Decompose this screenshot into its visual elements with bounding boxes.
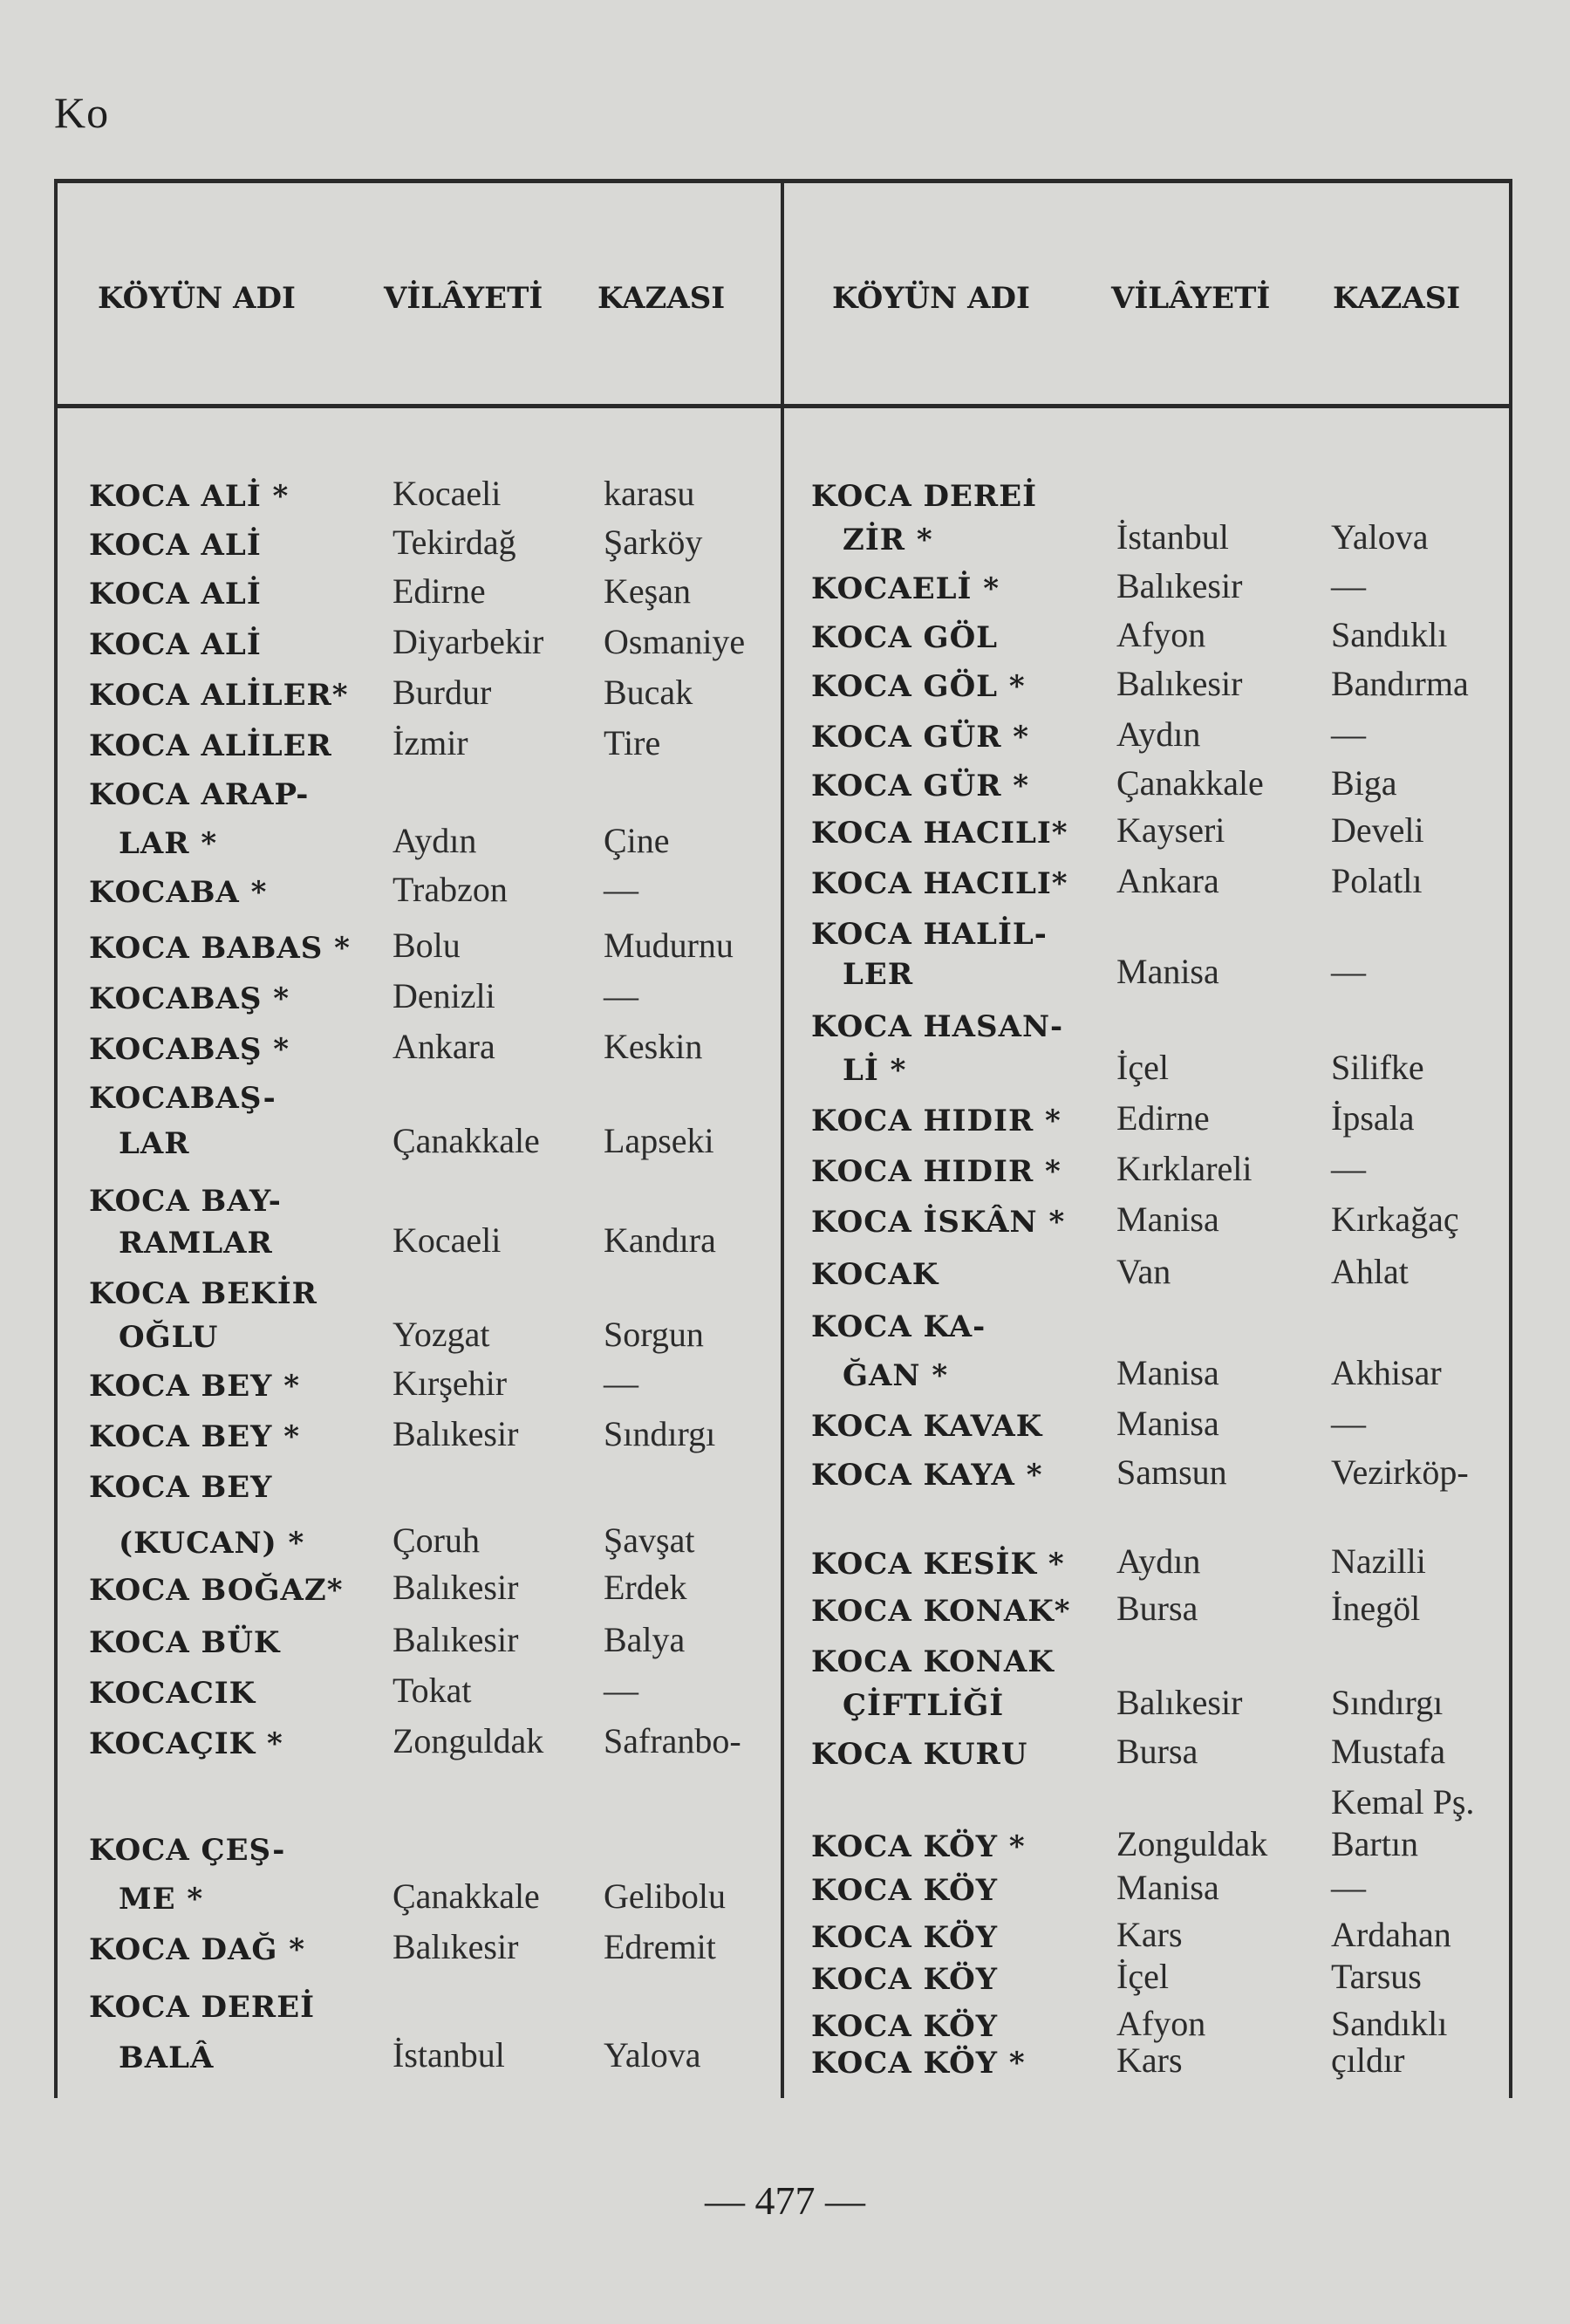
district-name: Bucak [604,673,693,712]
province-name: Zonguldak [392,1721,544,1760]
district-name: Şavşat [604,1521,695,1560]
province-name: Bursa [1116,1589,1198,1628]
village-name: KOCA HASAN- [811,1009,1064,1044]
province-name: Çanakkale [392,1121,540,1160]
province-name: Ankara [1116,861,1219,900]
village-name: KOCA HALİL- [811,917,1048,952]
province-name: Kars [1116,1915,1183,1954]
district-name: Osmaniye [604,622,746,661]
district-name: Develi [1331,810,1424,850]
district-name: Edremit [604,1927,716,1966]
district-name: — [604,976,638,1015]
village-name: KOCABAŞ * [89,1032,290,1067]
province-name: Manisa [1116,952,1219,991]
district-name: Sındırgı [1331,1683,1444,1722]
province-name: İstanbul [392,2035,505,2075]
district-name: karasu [604,474,695,513]
village-name: KOCA KÖY * [811,1829,1026,1864]
district-name: Balya [604,1620,686,1659]
village-name: KOCAELİ * [811,571,1000,606]
header-kazasi-right: KAZASI [1333,281,1461,316]
village-name: ÇİFTLİĞİ [843,1688,1005,1723]
district-name: Sındırgı [604,1414,716,1453]
province-name: Kars [1116,2040,1183,2080]
village-name: KOCA GÜR * [811,720,1030,755]
province-name: Çanakkale [1116,763,1264,803]
province-name: Van [1116,1252,1171,1291]
village-name: KOCA ARAP- [89,777,310,812]
village-name: LAR [119,1126,190,1161]
village-name: BALÂ [119,2040,215,2075]
province-name: Balıkesir [392,1927,519,1966]
village-name: KOCA KÖY [811,1873,999,1908]
province-name: Kocaeli [392,474,502,513]
village-name: KOCA HACILI* [811,816,1068,851]
village-name: KOCA KÖY [811,1962,999,1997]
village-name: ME * [119,1882,204,1917]
village-name: KOCA ALİ [89,528,262,563]
district-name: Silifke [1331,1048,1424,1087]
province-name: Aydın [392,821,477,860]
district-name: Lapseki [604,1121,714,1160]
village-name: KOCA KESİK * [811,1547,1065,1582]
province-name: Balıkesir [1116,566,1243,605]
village-name: KOCABA * [89,875,268,910]
district-name: Tire [604,723,661,762]
district-name: Gelibolu [604,1876,726,1916]
village-name: KOCAK [811,1257,939,1292]
district-name: Erdek [604,1568,687,1607]
village-name: KOCA GÖL [811,620,999,655]
province-name: Diyarbekir [392,622,544,661]
province-name: Bursa [1116,1732,1198,1771]
village-name: KOCA GÜR * [811,769,1030,803]
district-name: Keşan [604,571,691,611]
district-name: — [604,1671,638,1710]
village-name: KOCA BAY- [89,1184,282,1219]
header-kazasi-left: KAZASI [597,281,726,316]
village-name: KOCA KÖY * [811,2046,1026,2081]
district-name: Sorgun [604,1315,704,1354]
province-name: Çoruh [392,1521,480,1560]
district-name: Safranbo- [604,1721,741,1760]
village-name: KOCA BÜK [89,1625,281,1660]
district-name: Sandıklı [1331,2004,1448,2043]
village-name: KOCA ALİ [89,627,262,662]
district-name: Polatlı [1331,861,1423,900]
district-name: Yalova [604,2035,701,2075]
district-name: Mustafa [1331,1732,1446,1771]
village-name: KOCA BABAS * [89,931,351,966]
province-name: Balıkesir [392,1568,519,1607]
header-vilayeti-left: VİLÂYETİ [384,281,543,316]
village-name: KOCA HACILI* [811,866,1068,901]
district-name: Bandırma [1331,664,1469,703]
province-name: Denizli [392,976,495,1015]
village-name: KOCA BOĞAZ* [89,1573,344,1608]
village-name: KOCA BEKİR [89,1276,317,1311]
district-name: Mudurnu [604,926,734,965]
village-name: RAMLAR [119,1226,273,1261]
district-name: Kemal Pş. [1331,1782,1475,1822]
village-name: KOCA İSKÂN * [811,1205,1066,1240]
district-name: Kandıra [604,1220,716,1260]
district-name: — [1331,1404,1366,1443]
province-name: İstanbul [1116,517,1229,557]
province-name: Kırklareli [1116,1149,1253,1188]
village-name: Lİ * [843,1053,907,1088]
header-koyun-adi-right: KÖYÜN ADI [832,281,1030,316]
village-name: KOCA KONAK [811,1644,1055,1679]
district-name: Akhisar [1331,1353,1442,1392]
province-name: Aydın [1116,714,1201,754]
province-name: Zonguldak [1116,1824,1268,1863]
province-name: Balıkesir [392,1414,519,1453]
district-name: — [604,1364,638,1403]
province-name: Çanakkale [392,1876,540,1916]
village-name: KOCABAŞ * [89,981,290,1016]
village-name: KOCA ALİ [89,577,262,612]
header-vilayeti-right: VİLÂYETİ [1111,281,1271,316]
village-name: KOCA KA- [811,1309,986,1344]
village-name: ZİR * [843,523,933,557]
village-name: (KUCAN) * [119,1526,305,1561]
district-name: — [1331,1868,1366,1907]
district-name: İpsala [1331,1098,1415,1138]
province-name: Burdur [392,673,492,712]
province-name: Balıkesir [1116,1683,1243,1722]
province-name: Trabzon [392,870,508,909]
district-name: çıldır [1331,2040,1405,2080]
district-name: Tarsus [1331,1957,1422,1996]
village-name: KOCA KÖY [811,2009,999,2044]
header-rule [58,404,1509,408]
village-name: KOCA HIDIR * [811,1104,1061,1138]
province-name: Afyon [1116,2004,1206,2043]
village-name: KOCA KONAK* [811,1594,1071,1629]
village-name: LAR * [119,826,218,861]
village-name: KOCAÇIK * [89,1726,283,1761]
district-name: Sandıklı [1331,615,1448,654]
province-name: İçel [1116,1048,1169,1087]
village-name: KOCA BEY * [89,1369,301,1404]
village-name: KOCA GÖL * [811,669,1026,704]
village-name: KOCA KURU [811,1737,1028,1772]
district-name: — [604,870,638,909]
province-name: Kocaeli [392,1220,502,1260]
district-name: Keskin [604,1027,703,1066]
district-name: Biga [1331,763,1397,803]
province-name: İzmir [392,723,468,762]
district-name: — [1331,714,1366,754]
province-name: Kırşehir [392,1364,508,1403]
village-name: KOCACIK [89,1676,256,1711]
district-name: Çine [604,821,670,860]
district-name: — [1331,1149,1366,1188]
village-name: KOCA DEREİ [811,479,1038,514]
village-name: OĞLU [119,1320,219,1355]
village-name: KOCA BEY * [89,1419,301,1454]
village-name: KOCA KAYA * [811,1458,1043,1493]
province-name: Edirne [392,571,486,611]
province-name: Kayseri [1116,810,1225,850]
district-name: Nazilli [1331,1541,1426,1581]
village-name: KOCA KAVAK [811,1409,1043,1444]
province-name: Manisa [1116,1353,1219,1392]
province-name: Balıkesir [392,1620,519,1659]
village-name: LER [843,957,914,992]
district-name: — [1331,566,1366,605]
district-name: Ardahan [1331,1915,1451,1954]
district-name: Ahlat [1331,1252,1409,1291]
province-name: Manisa [1116,1200,1219,1239]
province-name: Manisa [1116,1404,1219,1443]
district-name: Vezirköp- [1331,1452,1469,1492]
village-name: KOCA KÖY [811,1920,999,1955]
province-name: Samsun [1116,1452,1227,1492]
page-number: — 477 — [705,2178,865,2223]
village-name: KOCA BEY [89,1470,273,1505]
running-head: Ko [54,88,110,137]
district-name: İnegöl [1331,1589,1421,1628]
village-name: KOCA DEREİ [89,1990,316,2025]
district-name: Bartın [1331,1824,1418,1863]
village-name: KOCA ÇEŞ- [89,1833,286,1868]
district-name: Yalova [1331,517,1429,557]
village-name: KOCA HIDIR * [811,1154,1061,1189]
village-name: KOCA ALİ * [89,479,290,514]
province-name: İçel [1116,1957,1169,1996]
province-name: Tekirdağ [392,523,516,562]
district-name: Şarköy [604,523,703,562]
province-name: Afyon [1116,615,1206,654]
province-name: Ankara [392,1027,495,1066]
header-koyun-adi-left: KÖYÜN ADI [98,281,296,316]
province-name: Aydın [1116,1541,1201,1581]
province-name: Balıkesir [1116,664,1243,703]
village-name: KOCABAŞ- [89,1081,276,1116]
province-name: Edirne [1116,1098,1210,1138]
province-name: Yozgat [392,1315,490,1354]
village-name: ĞAN * [843,1358,949,1393]
village-name: KOCA ALİLER [89,728,332,763]
village-name: KOCA DAĞ * [89,1932,306,1967]
district-name: Kırkağaç [1331,1200,1459,1239]
province-name: Manisa [1116,1868,1219,1907]
province-name: Tokat [392,1671,472,1710]
district-name: — [1331,952,1366,991]
province-name: Bolu [392,926,461,965]
column-divider [781,179,784,2098]
village-name: KOCA ALİLER* [89,678,349,713]
